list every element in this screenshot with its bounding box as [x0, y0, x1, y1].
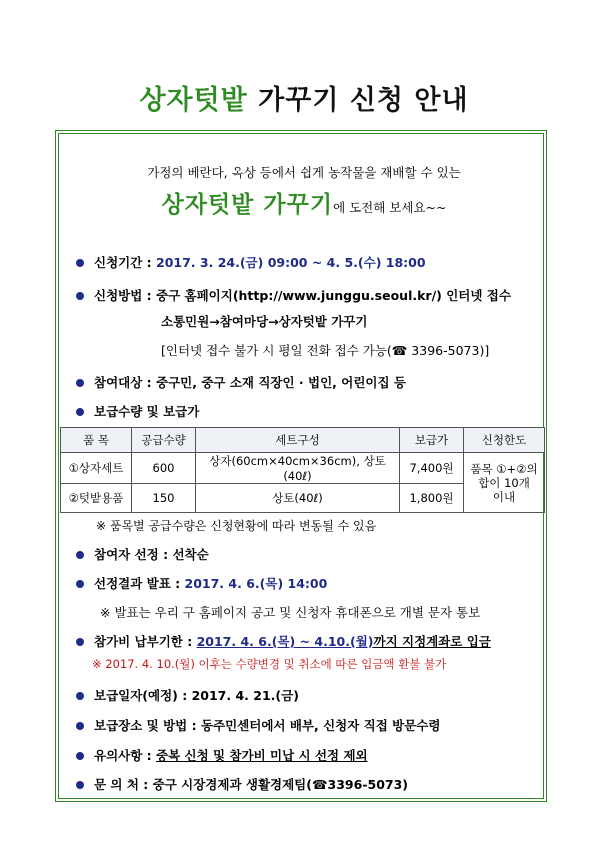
distribution-date-row: [76, 686, 299, 704]
selection-row: [76, 545, 209, 563]
method-line-1: 중구 홈페이지(http://www.junggu.seoul.kr/) 인터넷 접수: [156, 288, 511, 303]
bullet-icon: [76, 408, 84, 416]
header-item: 품 목: [61, 428, 132, 453]
intro-line-1: 가정의 베란다, 옥상 등에서 쉽게 농작물을 재배할 수 있는: [147, 165, 461, 180]
bullet-icon: [76, 580, 84, 588]
target-row: [76, 373, 406, 391]
caution-row: [76, 746, 368, 764]
title-highlight: 상자텃밭: [139, 85, 248, 116]
contact-row: [76, 775, 408, 793]
method-row: [76, 286, 511, 304]
period-label: 신청기간 :: [94, 255, 157, 270]
table-header-row: [61, 428, 545, 453]
cell-qty: 600: [132, 453, 196, 484]
contact-label: 문 의 처 :: [94, 777, 153, 792]
method-label: 신청방법 :: [94, 288, 157, 303]
table-note: ※ 품목별 공급수량은 신청현황에 따라 변동될 수 있음: [96, 519, 377, 533]
bullet-icon: [76, 379, 84, 387]
result-label: 선정결과 발표 :: [94, 576, 185, 591]
cell-set: 상자(60cm×40cm×36cm), 상토(40ℓ): [196, 453, 400, 484]
bullet-icon: [76, 292, 84, 300]
bullet-icon: [76, 781, 84, 789]
place-row: [76, 716, 440, 734]
period-row: [76, 253, 426, 271]
limit-line-1: 품목 ①+②의: [470, 461, 538, 476]
header-qty: 공급수량: [132, 428, 196, 453]
result-row: [76, 574, 327, 592]
bullet-icon: [76, 638, 84, 646]
payment-value: 2017. 4. 6.(목) ~ 4.10.(월): [196, 634, 374, 649]
cell-price: 1,800원: [400, 484, 464, 513]
contact-value: 중구 시장경제과 생활경제팀(☎3396-5073): [152, 777, 409, 792]
limit-line-3: 이내: [492, 489, 516, 504]
payment-suffix: 까지 지정계좌로 입금: [373, 634, 491, 649]
selection-label: 참여자 선정 :: [94, 547, 173, 562]
table-row: [61, 453, 545, 484]
cell-item: ①상자세트: [61, 453, 132, 484]
bullet-icon: [76, 692, 84, 700]
period-value: 2017. 3. 24.(금) 09:00 ~ 4. 5.(수) 18:00: [156, 255, 426, 270]
cell-limit: [464, 453, 545, 513]
supply-table: [60, 427, 545, 513]
method-line-2: 소통민원→참여마당→상자텃밭 가꾸기: [161, 314, 368, 329]
target-label: 참여대상 :: [94, 375, 157, 390]
method-line-3: [인터넷 접수 불가 시 평일 전화 접수 가능(☎ 3396-5073)]: [161, 343, 490, 358]
header-set: 세트구성: [196, 428, 400, 453]
bullet-icon: [76, 551, 84, 559]
intro-highlight: 상자텃밭 가꾸기: [161, 192, 334, 218]
cell-item: ②텃밭용품: [61, 484, 132, 513]
payment-row: [76, 632, 491, 650]
result-value: 2017. 4. 6.(목) 14:00: [184, 576, 328, 591]
caution-label: 유의사항 :: [94, 748, 157, 763]
title-rest: 가꾸기 신청 안내: [258, 85, 469, 116]
bullet-icon: [76, 752, 84, 760]
cell-price: 7,400원: [400, 453, 464, 484]
place-label: 보급장소 및 방법 :: [94, 718, 201, 733]
distribution-date-label: 보급일자(예정) :: [94, 688, 192, 703]
bullet-icon: [76, 722, 84, 730]
intro-rest: 에 도전해 보세요~~: [333, 200, 447, 215]
payment-label: 참가비 납부기한 :: [94, 634, 197, 649]
selection-value: 선착순: [172, 547, 209, 562]
result-note: ※ 발표는 우리 구 홈페이지 공고 및 신청자 휴대폰으로 개별 문자 통보: [100, 605, 481, 620]
intro-line-2: [0, 186, 608, 219]
limit-line-2: 합이 10개: [478, 475, 530, 490]
bullet-icon: [76, 259, 84, 267]
target-value: 중구민, 중구 소재 직장인 · 법인, 어린이집 등: [156, 375, 406, 390]
page-title: [0, 78, 608, 117]
payment-warning: ※ 2017. 4. 10.(월) 이후는 수량변경 및 취소에 따른 입금액 환불 불가: [92, 657, 447, 671]
cell-set: 상토(40ℓ): [196, 484, 400, 513]
header-price: 보급가: [400, 428, 464, 453]
header-limit: 신청한도: [464, 428, 545, 453]
supply-title-row: [76, 402, 199, 420]
distribution-date-value: 2017. 4. 21.(금): [191, 688, 299, 703]
place-value: 동주민센터에서 배부, 신청자 직접 방문수령: [200, 718, 441, 733]
caution-value: 중복 신청 및 참가비 미납 시 선정 제외: [156, 748, 368, 763]
cell-qty: 150: [132, 484, 196, 513]
supply-title: 보급수량 및 보급가: [94, 404, 200, 419]
